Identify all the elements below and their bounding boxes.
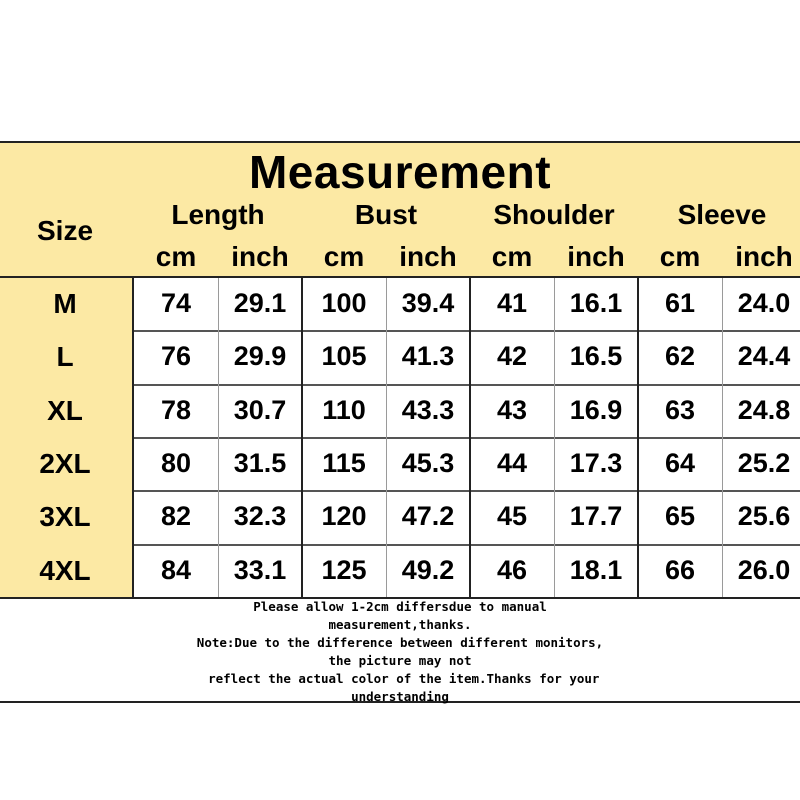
value-cell: 110 [322,394,366,425]
size-cell: L [56,341,74,373]
value-cell: 24.0 [737,288,791,318]
note-line: Note:Due to the difference between different monitors, [196,635,604,650]
unit-header: inch [231,241,289,272]
value-cell: 105 [321,341,367,372]
value-cell: 82 [160,501,192,532]
group-header-length: Length [171,199,265,230]
value-cell: 17.3 [569,447,623,478]
row-divider [134,437,800,439]
row-divider [134,384,800,386]
size-cell: 4XL [39,554,91,586]
value-cell: 80 [160,447,192,478]
value-cell: 26.0 [737,554,791,585]
value-cell: 100 [321,288,367,318]
unit-header: cm [323,241,365,272]
value-cell: 84 [160,554,192,585]
value-cell: 45 [496,501,528,532]
value-cell: 31.5 [233,447,287,478]
value-cell: 115 [322,447,366,478]
value-cell: 65 [664,501,696,532]
column-divider [218,278,219,598]
value-cell: 120 [321,501,367,532]
unit-header: cm [155,241,197,272]
value-cell: 78 [160,394,192,425]
value-cell: 16.9 [569,394,623,425]
value-cell: 29.1 [233,288,287,318]
group-header-sleeve: Sleeve [677,199,767,230]
value-cell: 46 [496,554,528,585]
value-cell: 41.3 [401,341,455,372]
value-cell: 17.7 [569,501,623,532]
value-cell: 33.1 [233,554,287,585]
value-cell: 16.5 [569,341,623,372]
unit-header: inch [567,241,625,272]
value-cell: 49.2 [401,554,455,585]
column-divider [722,278,723,598]
value-cell: 32.3 [233,501,287,532]
group-divider [637,278,639,598]
page-title: Measurement [248,146,552,198]
note-line: reflect the actual color of the item.Thanks for your [200,671,600,686]
size-cell: 3XL [39,501,91,533]
row-divider [134,330,800,332]
note-line: measurement,thanks. [328,617,472,632]
value-cell: 30.7 [233,394,287,425]
group-header-shoulder: Shoulder [493,199,615,230]
size-chart [0,141,800,703]
value-cell: 45.3 [401,447,455,478]
value-cell: 43 [496,394,528,425]
value-cell: 76 [160,341,192,372]
unit-header: inch [735,241,793,272]
table-row [0,278,800,331]
table-row [0,385,800,438]
value-cell: 41 [496,288,528,318]
value-cell: 25.6 [737,501,791,532]
value-cell: 74 [160,288,192,318]
value-cell: 42 [496,341,528,372]
value-cell: 62 [664,341,696,372]
note-line: understanding [351,689,449,704]
row-divider [134,544,800,546]
value-cell: 24.8 [737,394,791,425]
size-cell: XL [47,394,83,426]
size-column-header: Size [36,215,94,246]
group-divider [469,278,471,598]
group-header-bust: Bust [354,199,418,230]
value-cell: 24.4 [737,341,791,372]
value-cell: 29.9 [233,341,287,372]
value-cell: 44 [496,447,528,478]
note-line: Please allow 1-2cm differsdue to manual [253,599,547,614]
value-cell: 39.4 [401,288,455,318]
table-row [0,491,800,544]
table-row [0,331,800,384]
value-cell: 18.1 [569,554,623,585]
table-header [0,143,800,278]
value-cell: 25.2 [737,447,791,478]
value-cell: 63 [664,394,696,425]
column-divider [554,278,555,598]
unit-header: cm [491,241,533,272]
table-row [0,438,800,491]
value-cell: 47.2 [401,501,455,532]
notes [0,598,800,706]
value-cell: 43.3 [401,394,455,425]
value-cell: 16.1 [569,288,623,318]
group-divider [301,278,303,598]
value-cell: 64 [664,447,696,478]
value-cell: 125 [321,554,367,585]
column-divider [386,278,387,598]
unit-header: inch [399,241,457,272]
value-cell: 66 [664,554,696,585]
table-row [0,545,800,598]
row-divider [134,490,800,492]
note-line: the picture may not [328,653,472,668]
value-cell: 61 [664,288,696,318]
size-cell: 2XL [39,447,91,479]
unit-header: cm [659,241,701,272]
size-cell: M [53,288,77,319]
